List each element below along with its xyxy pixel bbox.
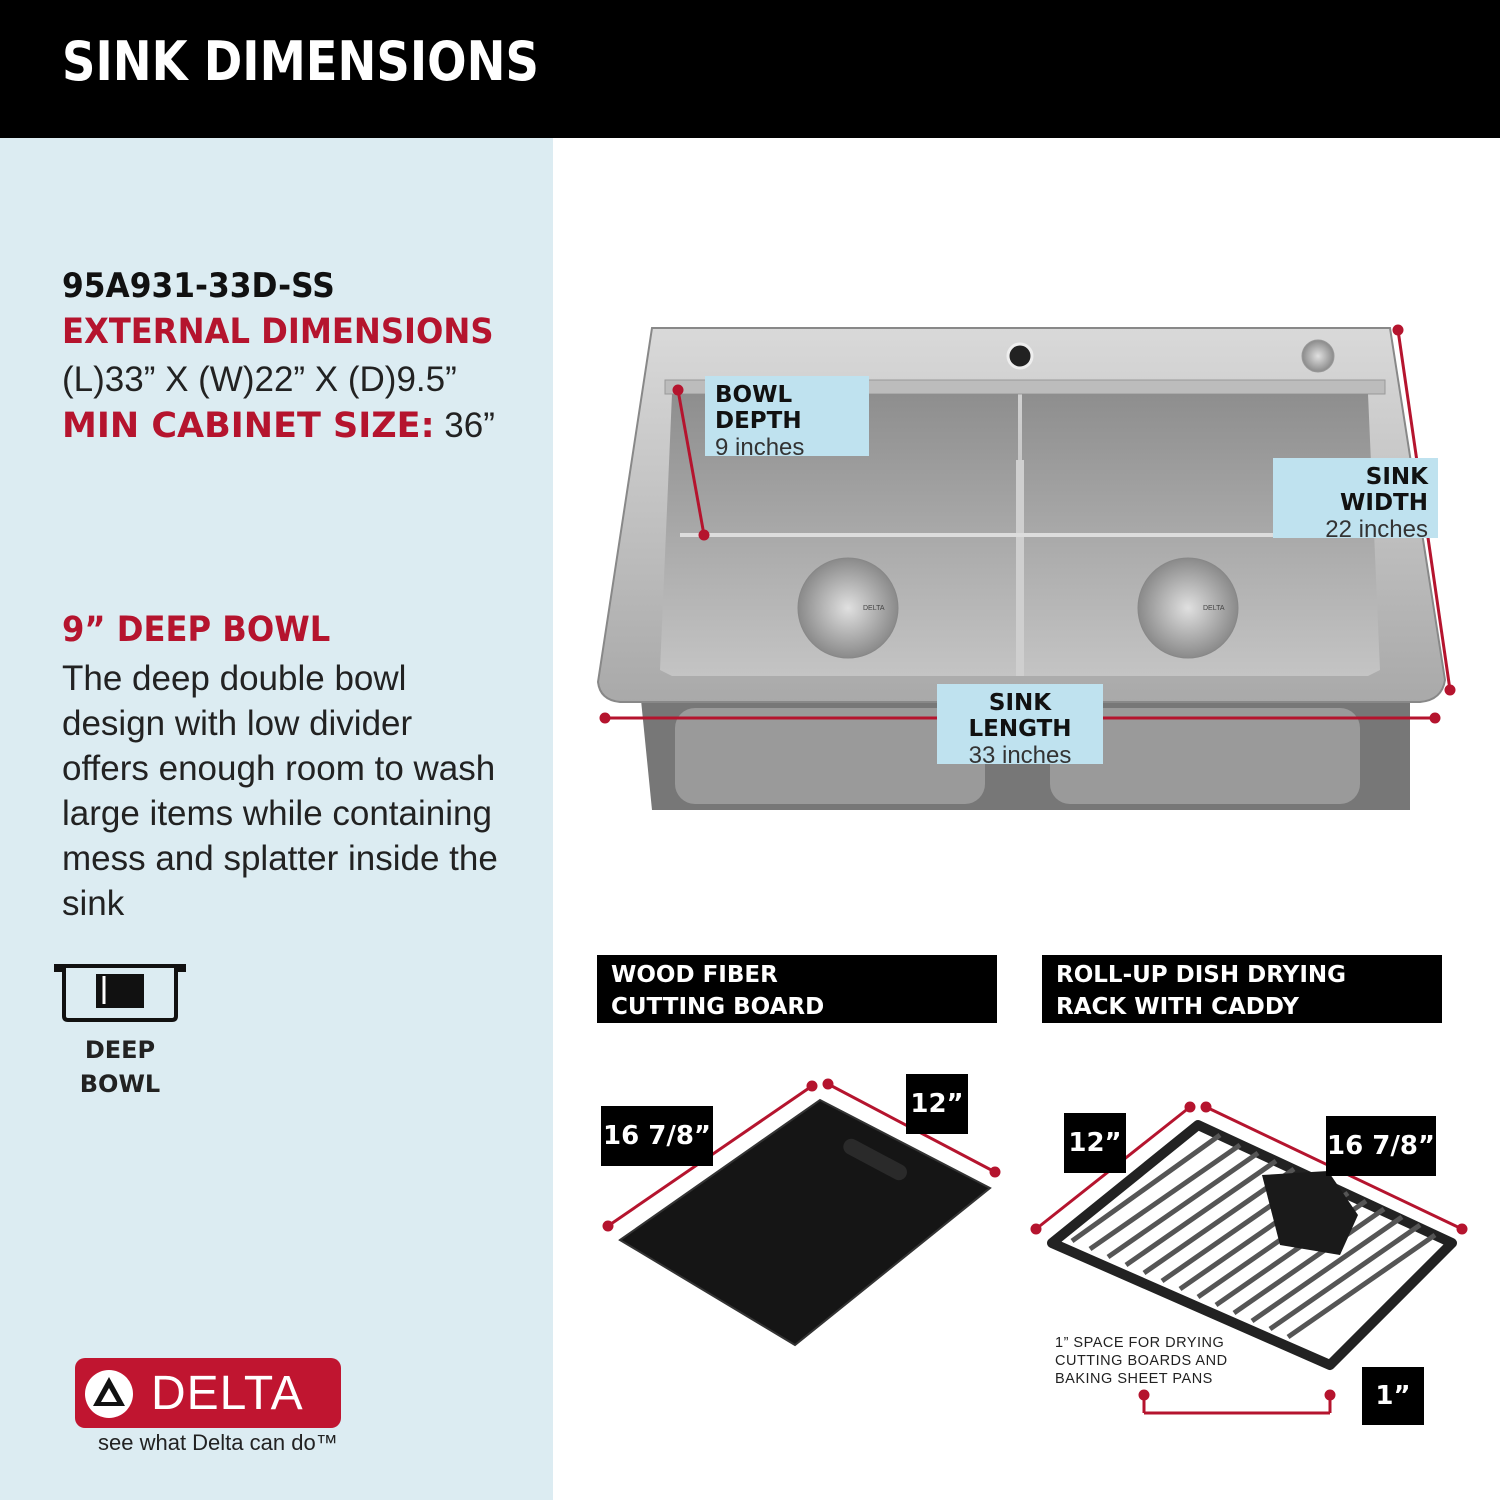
drain-right-brand: DELTA (1203, 605, 1225, 612)
min-cabinet-size (62, 406, 495, 446)
cutting-board-dim-long: 16 7/8” (601, 1106, 713, 1166)
brand-name: DELTA (151, 1367, 304, 1420)
sink-width-label: SINK WIDTH (1340, 464, 1428, 516)
feature-title: 9” DEEP BOWL (62, 610, 331, 650)
min-cabinet-value: 36” (434, 406, 495, 445)
faucet-hole (1008, 344, 1032, 368)
sink-length-label: SINK LENGTH (968, 690, 1072, 742)
sink-length-callout (937, 684, 1103, 769)
drying-rack-dim-space: 1” (1362, 1367, 1424, 1425)
sink-width-value: 22 inches (1325, 516, 1428, 543)
external-dimensions-value: (L)33” X (W)22” X (D)9.5” (62, 360, 457, 399)
spec-panel (0, 138, 553, 1500)
feature-description: The deep double bowl design with low divider offers enough room to wash large items while containing mess and splatter inside the sink (62, 659, 498, 923)
min-cabinet-label: MIN CABINET SIZE: (62, 406, 435, 446)
cutting-board-dim-short: 12” (906, 1074, 968, 1134)
soap-button (1302, 340, 1334, 372)
drying-rack-note (1055, 1334, 1228, 1388)
deep-bowl-label-line1: DEEP (84, 1036, 156, 1064)
sink-width-callout (1273, 458, 1438, 543)
deep-bowl-icon-label (70, 1033, 170, 1101)
drying-rack-title-line2: RACK WITH CADDY (1056, 994, 1299, 1020)
brand-tagline: see what Delta can do™ (98, 1430, 338, 1455)
bowl-depth-label: BOWL DEPTH (715, 382, 802, 434)
deep-bowl-label-line2: BOWL (79, 1070, 161, 1098)
bowl-depth-callout (705, 376, 869, 461)
header-bar (0, 0, 1500, 138)
model-number: 95A931-33D-SS (62, 266, 335, 306)
page-title: SINK DIMENSIONS (62, 30, 539, 93)
bowl-depth-value: 9 inches (715, 434, 805, 461)
delta-logo (75, 1358, 341, 1428)
drain-left-brand: DELTA (863, 605, 885, 612)
drying-rack-note-line1: 1” SPACE FOR DRYING (1055, 1335, 1225, 1351)
sink-divider (1016, 460, 1024, 676)
cutting-board-title-line2: CUTTING BOARD (611, 994, 825, 1020)
drying-rack-note-line2: CUTTING BOARDS AND (1055, 1353, 1228, 1369)
sink-length-value: 33 inches (968, 742, 1072, 769)
external-dimensions-label: EXTERNAL DIMENSIONS (62, 312, 494, 352)
delta-triangle-icon (83, 1368, 135, 1420)
drying-rack-title-line1: ROLL-UP DISH DRYING (1056, 962, 1347, 988)
drying-rack-note-line3: BAKING SHEET PANS (1055, 1371, 1213, 1387)
drying-rack-dim-short: 12” (1064, 1113, 1126, 1173)
drying-rack-header (1042, 955, 1442, 1023)
cutting-board-title-line1: WOOD FIBER (611, 962, 778, 988)
drying-rack-dim-long: 16 7/8” (1326, 1116, 1436, 1176)
deep-bowl-icon (52, 960, 188, 1024)
cutting-board-header (597, 955, 997, 1023)
